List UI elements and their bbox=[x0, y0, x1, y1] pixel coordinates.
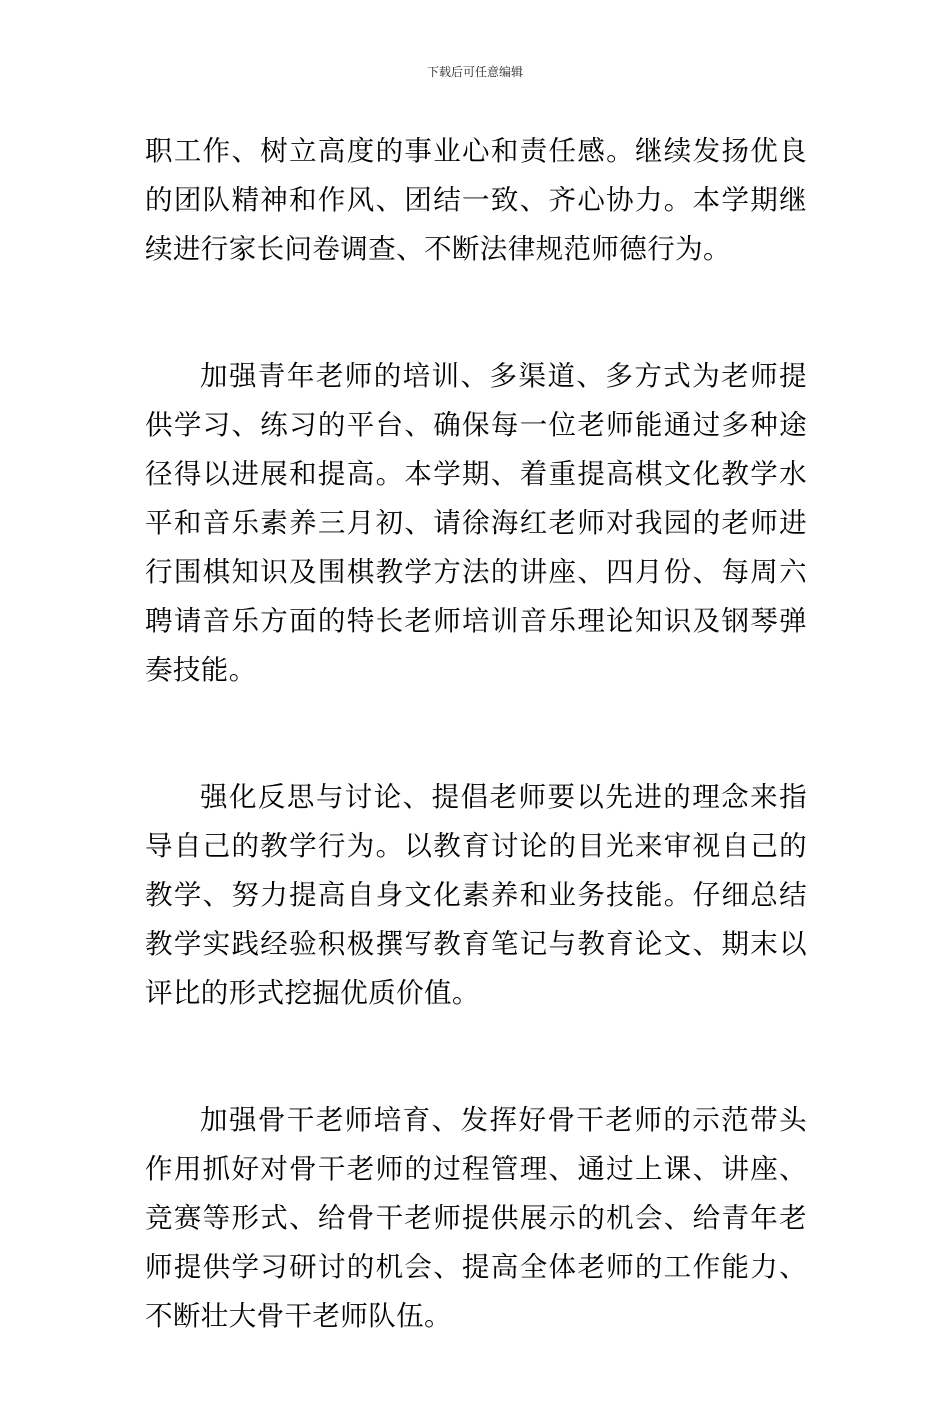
page-header: 下载后可任意编辑 bbox=[426, 65, 523, 79]
paragraph-2: 加强青年老师的培训、多渠道、多方式为老师提供学习、练习的平台、确保每一位老师能通过多种途径得以进展和提高。本学期、着重提高棋文化教学水平和音乐素养三月初、请徐海红老师对我园的老师进行围棋知识及围棋教学方法的讲座、四月份、每周六聘请音乐方面的特长老师培训音乐理论知识及钢琴弹奏技能。 bbox=[145, 360, 807, 686]
paragraph-3: 强化反思与讨论、提倡老师要以先进的理念来指导自己的教学行为。以教育讨论的目光来审视自己的教学、努力提高自身文化素养和业务技能。仔细总结教学实践经验积极撰写教育笔记与教育论文、期末以评比的形式挖掘优质价值。 bbox=[145, 781, 807, 1009]
paragraph-1: 职工作、树立高度的事业心和责任感。继续发扬优良的团队精神和作风、团结一致、齐心协力。本学期继续进行家长问卷调查、不断法律规范师德行为。 bbox=[145, 135, 807, 265]
paragraph-4: 加强骨干老师培育、发挥好骨干老师的示范带头作用抓好对骨干老师的过程管理、通过上课、讲座、竞赛等形式、给骨干老师提供展示的机会、给青年老师提供学习研讨的机会、提高全体老师的工作能力、不断壮大骨干老师队伍。 bbox=[145, 1104, 807, 1332]
document-body bbox=[145, 127, 807, 1419]
